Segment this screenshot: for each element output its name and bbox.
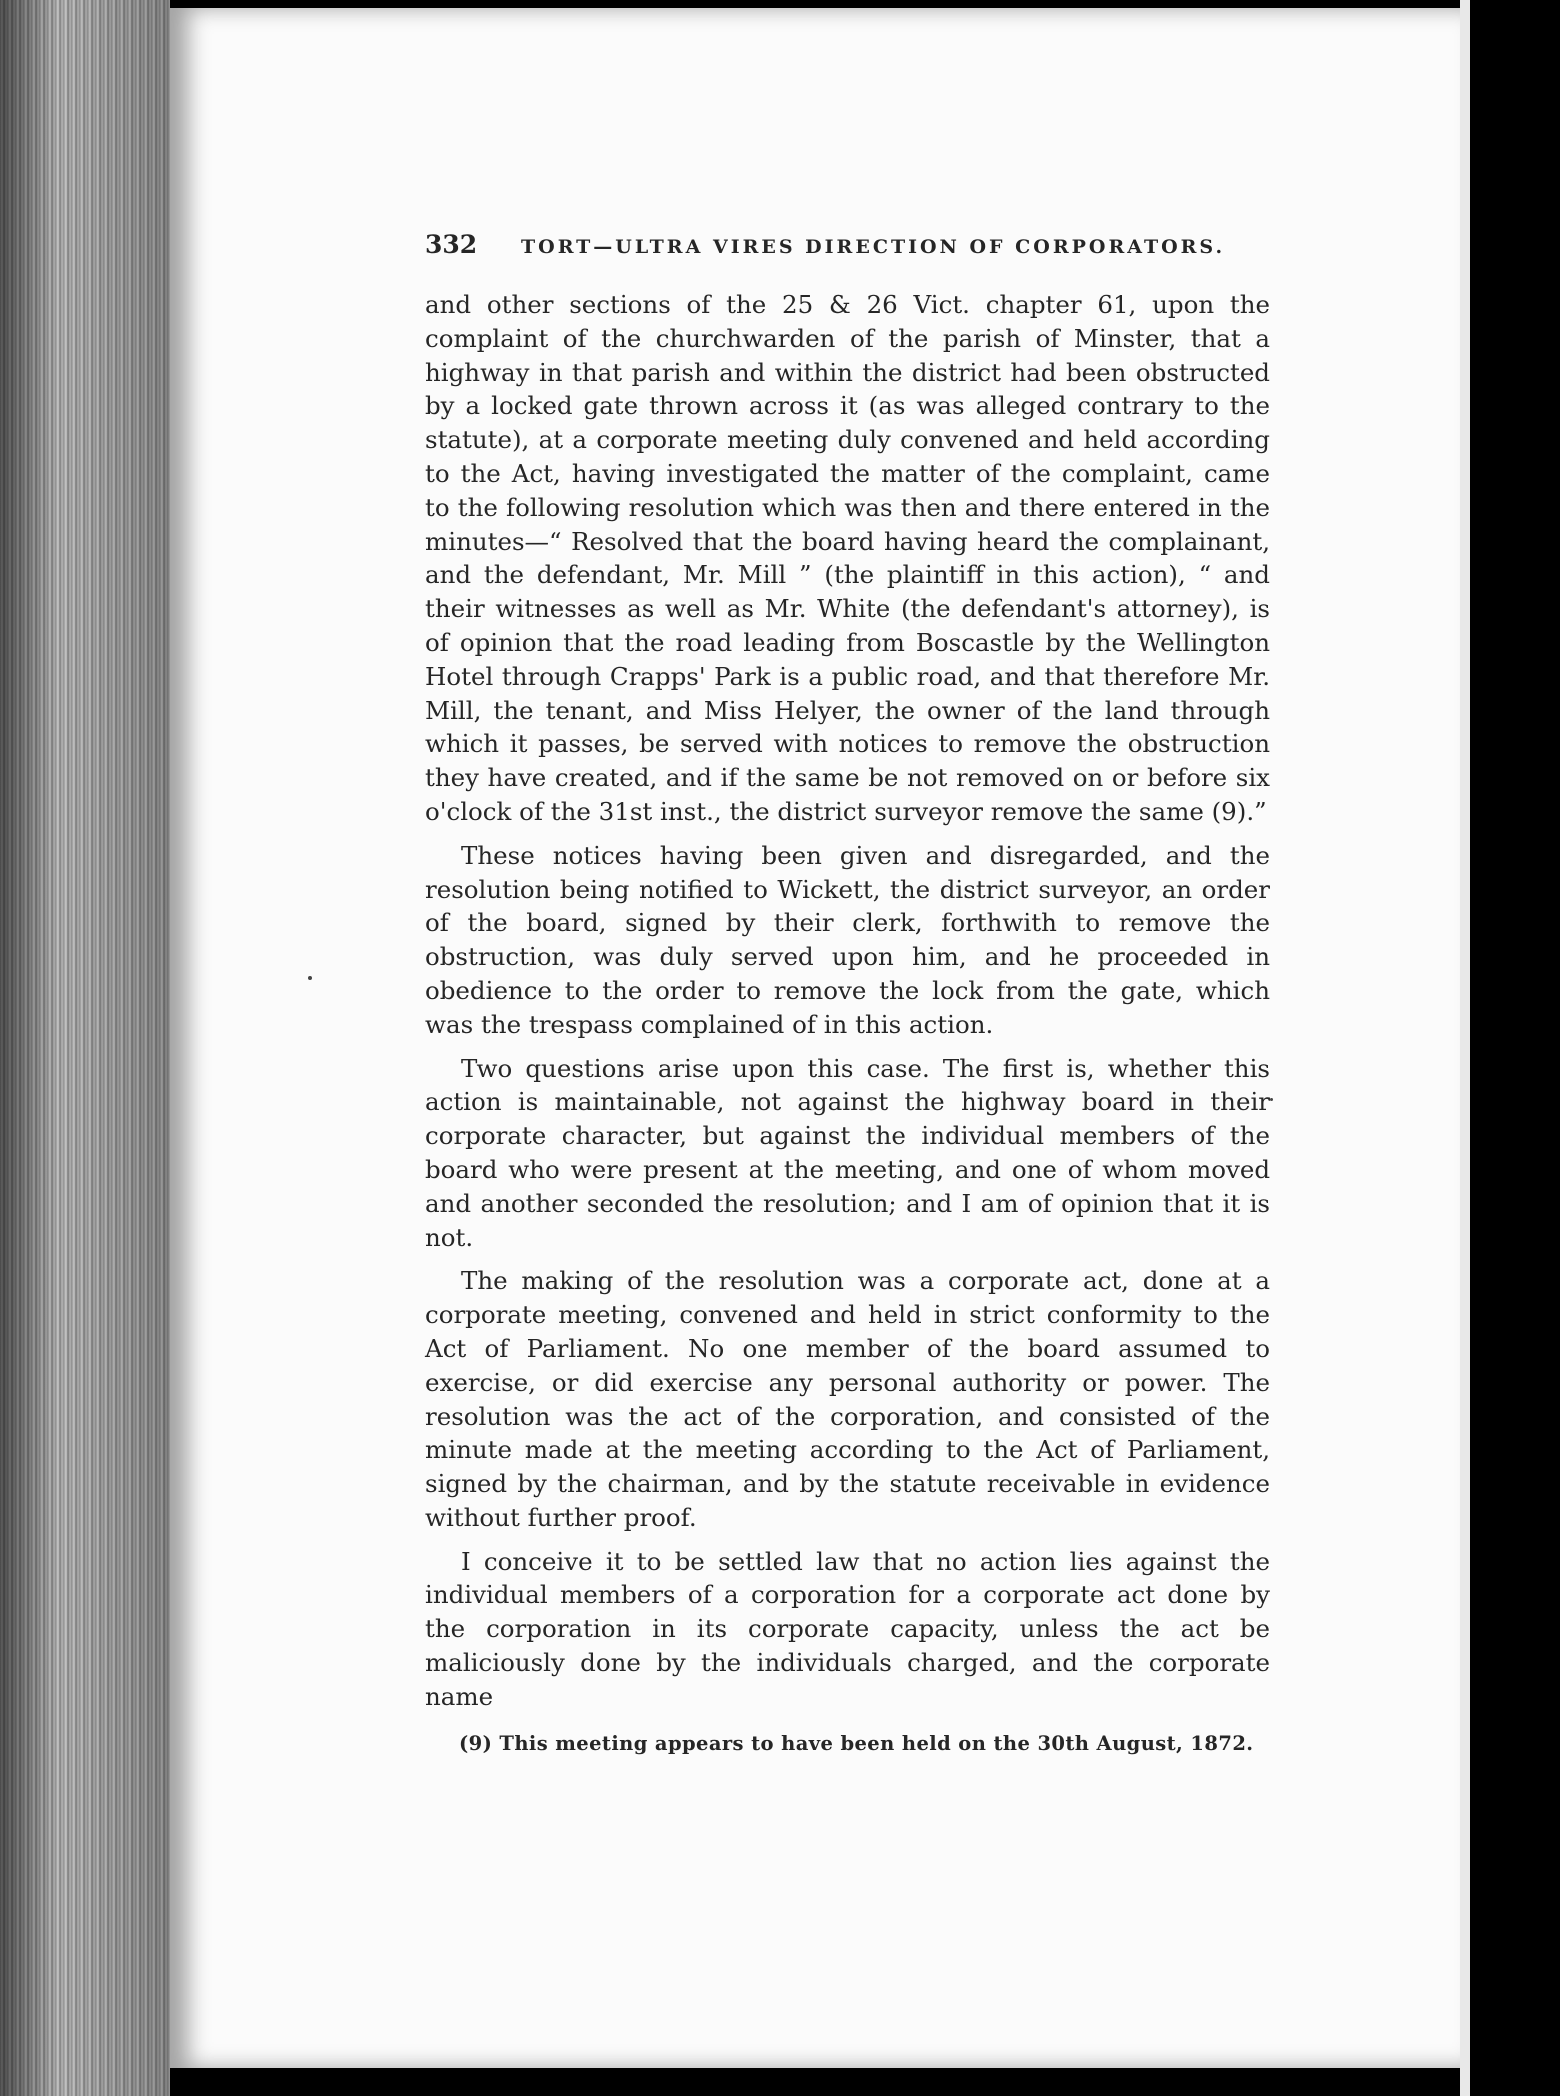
page-number: 332 — [425, 230, 478, 259]
page-speck — [1270, 1098, 1273, 1101]
page-content — [425, 230, 1270, 1755]
paragraph: Two questions arise upon this case. The first is, whether this action is maintainable, not against the highway board in their corporate character, but against the individual members of the board who were present at the meeting, and one of whom moved and another seconded the resolution; and I am of opinion that it is not. — [425, 1053, 1270, 1252]
scan-border — [1470, 0, 1560, 2096]
facing-page-edge — [1460, 0, 1470, 2096]
paragraph-continuation: and other sections of the 25 & 26 Vict. chapter 61, upon the complaint of the churchwarden of the parish of Minster, that a highway in that parish and within the district had been obstructed by a locked gate thrown across it (as was alleged contrary to the statute), at a corporate meeting duly convened and held according to the Act, having investigated the matter of the complaint, came to the following resolution which was then and there entered in the minutes—“ Resolved that the board having heard the complainant, and the defendant, Mr. Mill ” (the plaintiff in this action), “ and their witnesses as well as Mr. White (the defendant's attorney), is of opinion that the road leading from Boscastle by the Wellington Hotel through Crapps' Park is a public road, and that therefore Mr. Mill, the tenant, and Miss Helyer, the owner of the land through which it passes, be served with notices to remove the obstruction they have created, and if the same be not removed on or before six o'clock of the 31st inst., the district surveyor remove the same (9).” — [425, 290, 1270, 826]
paragraph: These notices having been given and disregarded, and the resolution being notified to Wickett, the district surveyor, an order of the board, signed by their clerk, forthwith to remove the obstruction, was duly served upon him, and he proceeded in obedience to the order to remove the lock from the gate, which was the trespass complained of in this action. — [425, 840, 1270, 1039]
running-head — [425, 230, 1270, 270]
footnote: (9) This meeting appears to have been held on the 30th August, 1872. — [459, 1731, 1254, 1755]
paragraph: I conceive it to be settled law that no action lies against the individual members of a corporation for a corporate act done by the corporation in its corporate capacity, unless the act be maliciously done by the individuals charged, and the corporate name — [425, 1546, 1270, 1711]
page-speck — [308, 976, 312, 980]
running-title: TORT—ULTRA VIRES DIRECTION OF CORPORATORS. — [521, 236, 1226, 258]
paragraph: The making of the resolution was a corporate act, done at a corporate meeting, convened and held in strict conformity to the Act of Parliament. No one member of the board assumed to exercise, or did exercise any personal authority or power. The resolution was the act of the corporation, and consisted of the minute made at the meeting according to the Act of Parliament, signed by the chairman, and by the statute receivable in evidence without further proof. — [425, 1266, 1270, 1532]
page-edges-shadow — [0, 0, 170, 2096]
